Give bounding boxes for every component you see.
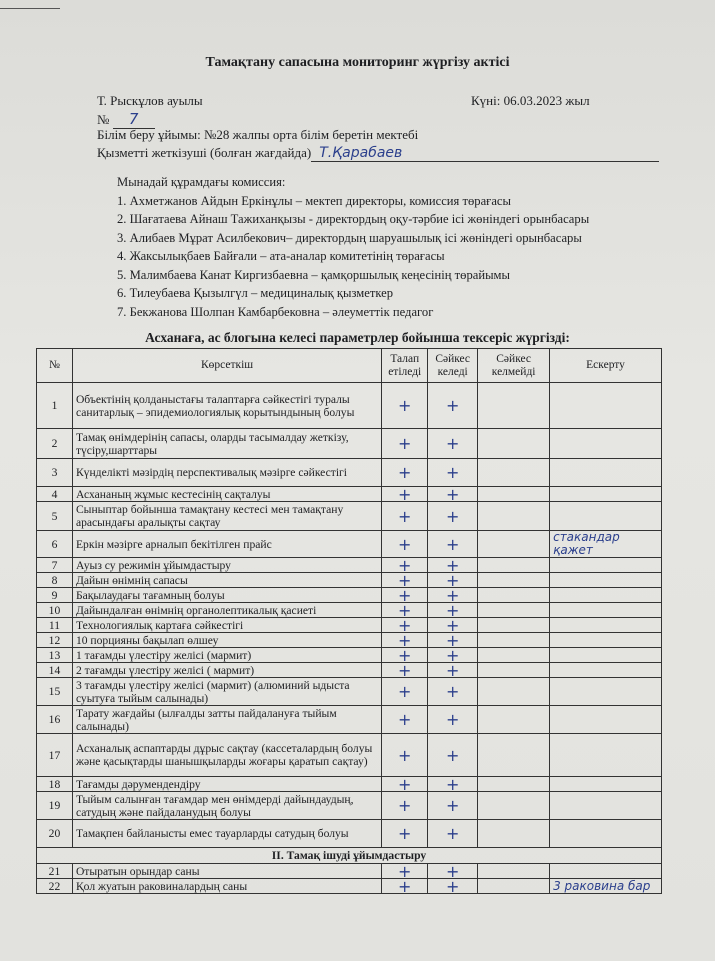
document-title: Тамақтану сапасына мониторинг жүргізу актісі	[205, 55, 510, 70]
note-cell	[550, 502, 662, 531]
table-row	[37, 678, 662, 706]
row-indicator: Күнделікті мәзірдің перспективалық мәзірге сәйкестігі	[72, 459, 381, 487]
required-mark: +	[382, 706, 428, 734]
not-matches-cell	[478, 792, 550, 820]
table-row	[37, 864, 662, 879]
required-mark: +	[382, 531, 428, 558]
required-mark: +	[382, 820, 428, 848]
required-mark: +	[382, 603, 428, 618]
header-indicator: Көрсеткіш	[72, 349, 381, 383]
required-mark: +	[382, 792, 428, 820]
required-mark: +	[382, 663, 428, 678]
note-cell	[550, 573, 662, 588]
not-matches-cell	[478, 618, 550, 633]
table-row	[37, 502, 662, 531]
row-indicator: Сыныптар бойынша тамақтану кестесі мен тамақтану арасындағы аралықты сақтау	[72, 502, 381, 531]
not-matches-cell	[478, 459, 550, 487]
commission-member: 2. Шағатаева Айнаш Тажиханқызы - директордың оқу-тәрбие ісі жөніндегі орынбасары	[117, 212, 590, 226]
note-cell	[550, 588, 662, 603]
commission-block	[117, 173, 589, 321]
required-mark: +	[382, 648, 428, 663]
table-row	[37, 663, 662, 678]
row-number: 4	[37, 487, 73, 502]
not-matches-cell	[478, 603, 550, 618]
number-value: 7	[113, 110, 155, 129]
note-cell	[550, 618, 662, 633]
row-number: 17	[37, 734, 73, 777]
school-label: Білім беру ұйымы: №28 жалпы орта білім беретін мектебі	[97, 127, 419, 142]
table-row	[37, 487, 662, 502]
row-indicator: Еркін мәзірге арналып бекітілген прайс	[72, 531, 381, 558]
commission-member: 7. Бекжанова Шолпан Камбарбековна – әлеуметтік педагог	[117, 304, 434, 319]
note-cell	[550, 734, 662, 777]
table-row	[37, 429, 662, 459]
matches-mark: +	[428, 618, 478, 633]
table-title: Асханаға, ас блогына келесі параметрлер бойынша тексеріс жүргізді:	[145, 330, 570, 345]
row-indicator: Дайын өнімнің сапасы	[72, 573, 381, 588]
row-number: 9	[37, 588, 73, 603]
note-cell	[550, 663, 662, 678]
commission-member: 4. Жаксылықбаев Байғали – ата-аналар комитетінің төрағасы	[117, 249, 445, 263]
row-indicator: Тыйым салынған тағамдар мен өнімдерді дайындаудың, сатудың және пайдаланудың болуы	[72, 792, 381, 820]
row-number: 20	[37, 820, 73, 848]
not-matches-cell	[478, 429, 550, 459]
handwritten-note: 3 раковина бар	[553, 878, 651, 893]
not-matches-cell	[478, 706, 550, 734]
header-note: Ескерту	[550, 349, 662, 383]
note-cell	[550, 603, 662, 618]
note-cell	[550, 459, 662, 487]
row-number: 19	[37, 792, 73, 820]
not-matches-cell	[478, 777, 550, 792]
matches-mark: +	[428, 429, 478, 459]
row-number: 1	[37, 383, 73, 429]
required-mark: +	[382, 383, 428, 429]
required-mark: +	[382, 573, 428, 588]
matches-mark: +	[428, 633, 478, 648]
not-matches-cell	[478, 734, 550, 777]
supplier-label: Қызметті жеткізуші (болған жағдайда)	[97, 145, 312, 160]
matches-mark: +	[428, 678, 478, 706]
table-row	[37, 573, 662, 588]
matches-mark: +	[428, 648, 478, 663]
required-mark: +	[382, 678, 428, 706]
not-matches-cell	[478, 648, 550, 663]
commission-member: 3. Алибаев Мұрат Асилбекович– директордың шаруашылық ісі жөніндегі орынбасары	[117, 230, 582, 245]
header-num: №	[37, 349, 73, 383]
date-label: Күні: 06.03.2023 жыл	[471, 93, 590, 108]
row-indicator: Асхананың жұмыс кестесінің сақталуы	[72, 487, 381, 502]
matches-mark: +	[428, 706, 478, 734]
supplier-line	[97, 145, 659, 162]
matches-mark: +	[428, 864, 478, 879]
required-mark: +	[382, 459, 428, 487]
note-cell	[550, 531, 662, 558]
table-row	[37, 633, 662, 648]
required-mark: +	[382, 734, 428, 777]
not-matches-cell	[478, 558, 550, 573]
table-row	[37, 588, 662, 603]
table-row	[37, 792, 662, 820]
commission-member: 1. Ахметжанов Айдын Еркінұлы – мектеп директоры, комиссия төрағасы	[117, 193, 511, 208]
header-required: Талап етіледі	[382, 349, 428, 383]
commission-heading: Мынадай құрамдағы комиссия:	[117, 175, 286, 189]
row-indicator: Ауыз су режимін ұйымдастыру	[72, 558, 381, 573]
row-indicator: Тамақ өнімдерінің сапасы, оларды тасымалдау жеткізу, түсіру,шарттары	[72, 429, 381, 459]
row-number: 12	[37, 633, 73, 648]
not-matches-cell	[478, 502, 550, 531]
note-cell	[550, 864, 662, 879]
matches-mark: +	[428, 820, 478, 848]
not-matches-cell	[478, 487, 550, 502]
row-indicator: 2 тағамды үлестіру желісі ( мармит)	[72, 663, 381, 678]
required-mark: +	[382, 588, 428, 603]
handwritten-note: стакандар қажет	[553, 530, 620, 557]
required-mark: +	[382, 777, 428, 792]
section-row	[37, 848, 662, 864]
matches-mark: +	[428, 663, 478, 678]
inspection-table	[36, 348, 662, 894]
table-row	[37, 618, 662, 633]
row-number: 11	[37, 618, 73, 633]
row-indicator: Тамақпен байланысты емес тауарларды сатудың болуы	[72, 820, 381, 848]
note-cell	[550, 633, 662, 648]
row-number: 3	[37, 459, 73, 487]
matches-mark: +	[428, 734, 478, 777]
not-matches-cell	[478, 663, 550, 678]
note-cell	[550, 879, 662, 894]
row-indicator: Дайындалған өнімнің органолептикалық қасиеті	[72, 603, 381, 618]
table-row	[37, 383, 662, 429]
table-row	[37, 734, 662, 777]
commission-member: 6. Тилеубаева Қызылгүл – медициналық қызметкер	[117, 286, 394, 300]
note-cell	[550, 429, 662, 459]
supplier-value: Т.Қарабаев	[311, 145, 659, 162]
not-matches-cell	[478, 879, 550, 894]
row-number: 5	[37, 502, 73, 531]
row-indicator: Асханалық аспаптарды дұрыс сақтау (кассеталардың болуы және қасықтарды шанышқыларды жоғары қаратып сақтау)	[72, 734, 381, 777]
row-indicator: Технологиялық картаға сәйкестігі	[72, 618, 381, 633]
row-number: 15	[37, 678, 73, 706]
matches-mark: +	[428, 588, 478, 603]
village-label: Т. Рыскұлов ауылы	[97, 93, 203, 108]
row-number: 7	[37, 558, 73, 573]
table-row	[37, 879, 662, 894]
matches-mark: +	[428, 558, 478, 573]
row-number: 13	[37, 648, 73, 663]
row-number: 21	[37, 864, 73, 879]
number-label: №	[97, 112, 110, 127]
required-mark: +	[382, 618, 428, 633]
required-mark: +	[382, 633, 428, 648]
required-mark: +	[382, 558, 428, 573]
table-row	[37, 820, 662, 848]
note-cell	[550, 777, 662, 792]
not-matches-cell	[478, 383, 550, 429]
not-matches-cell	[478, 531, 550, 558]
matches-mark: +	[428, 383, 478, 429]
row-indicator: Тағамды дәрумендендіру	[72, 777, 381, 792]
row-number: 22	[37, 879, 73, 894]
not-matches-cell	[478, 633, 550, 648]
row-number: 10	[37, 603, 73, 618]
row-indicator: Отыратын орындар саны	[72, 864, 381, 879]
required-mark: +	[382, 864, 428, 879]
matches-mark: +	[428, 531, 478, 558]
matches-mark: +	[428, 487, 478, 502]
row-indicator: 10 порцияны бақылап өлшеу	[72, 633, 381, 648]
row-number: 14	[37, 663, 73, 678]
not-matches-cell	[478, 820, 550, 848]
table-row	[37, 603, 662, 618]
note-cell	[550, 706, 662, 734]
matches-mark: +	[428, 502, 478, 531]
note-cell	[550, 383, 662, 429]
commission-member: 5. Малимбаева Канат Киргизбаевна – қамқоршылық кеңесінің төрайымы	[117, 267, 510, 282]
row-indicator: 3 тағамды үлестіру желісі (мармит) (алюминий ыдыста суытуға тыйым салынады)	[72, 678, 381, 706]
note-cell	[550, 558, 662, 573]
note-cell	[550, 792, 662, 820]
table-row	[37, 706, 662, 734]
table-row	[37, 558, 662, 573]
not-matches-cell	[478, 678, 550, 706]
row-indicator: 1 тағамды үлестіру желісі (мармит)	[72, 648, 381, 663]
row-number: 18	[37, 777, 73, 792]
row-number: 6	[37, 531, 73, 558]
matches-mark: +	[428, 459, 478, 487]
row-indicator: Қол жуатын раковиналардың саны	[72, 879, 381, 894]
header-matches: Сәйкес келеді	[428, 349, 478, 383]
row-number: 8	[37, 573, 73, 588]
required-mark: +	[382, 487, 428, 502]
row-indicator: Объектінің қолданыстағы талаптарға сәйкестігі туралы санитарлық – эпидемиологиялық корытындының болуы	[72, 383, 381, 429]
not-matches-cell	[478, 573, 550, 588]
row-indicator: Бақылаудағы тағамның болуы	[72, 588, 381, 603]
not-matches-cell	[478, 864, 550, 879]
matches-mark: +	[428, 603, 478, 618]
table-row	[37, 777, 662, 792]
row-indicator: Тарату жағдайы (ылғалды затты пайдалануға тыйым салынады)	[72, 706, 381, 734]
matches-mark: +	[428, 879, 478, 894]
section-title: II. Тамақ ішуді ұйымдастыру	[37, 848, 662, 864]
matches-mark: +	[428, 573, 478, 588]
note-cell	[550, 820, 662, 848]
required-mark: +	[382, 879, 428, 894]
header-not-matches: Сәйкес келмейді	[478, 349, 550, 383]
table-row	[37, 459, 662, 487]
table-row	[37, 531, 662, 558]
not-matches-cell	[478, 588, 550, 603]
table-header-row	[37, 349, 662, 383]
note-cell	[550, 678, 662, 706]
note-cell	[550, 487, 662, 502]
matches-mark: +	[428, 777, 478, 792]
matches-mark: +	[428, 792, 478, 820]
pen-mark	[0, 0, 60, 9]
table-row	[37, 648, 662, 663]
required-mark: +	[382, 429, 428, 459]
note-cell	[550, 648, 662, 663]
row-number: 2	[37, 429, 73, 459]
row-number: 16	[37, 706, 73, 734]
required-mark: +	[382, 502, 428, 531]
